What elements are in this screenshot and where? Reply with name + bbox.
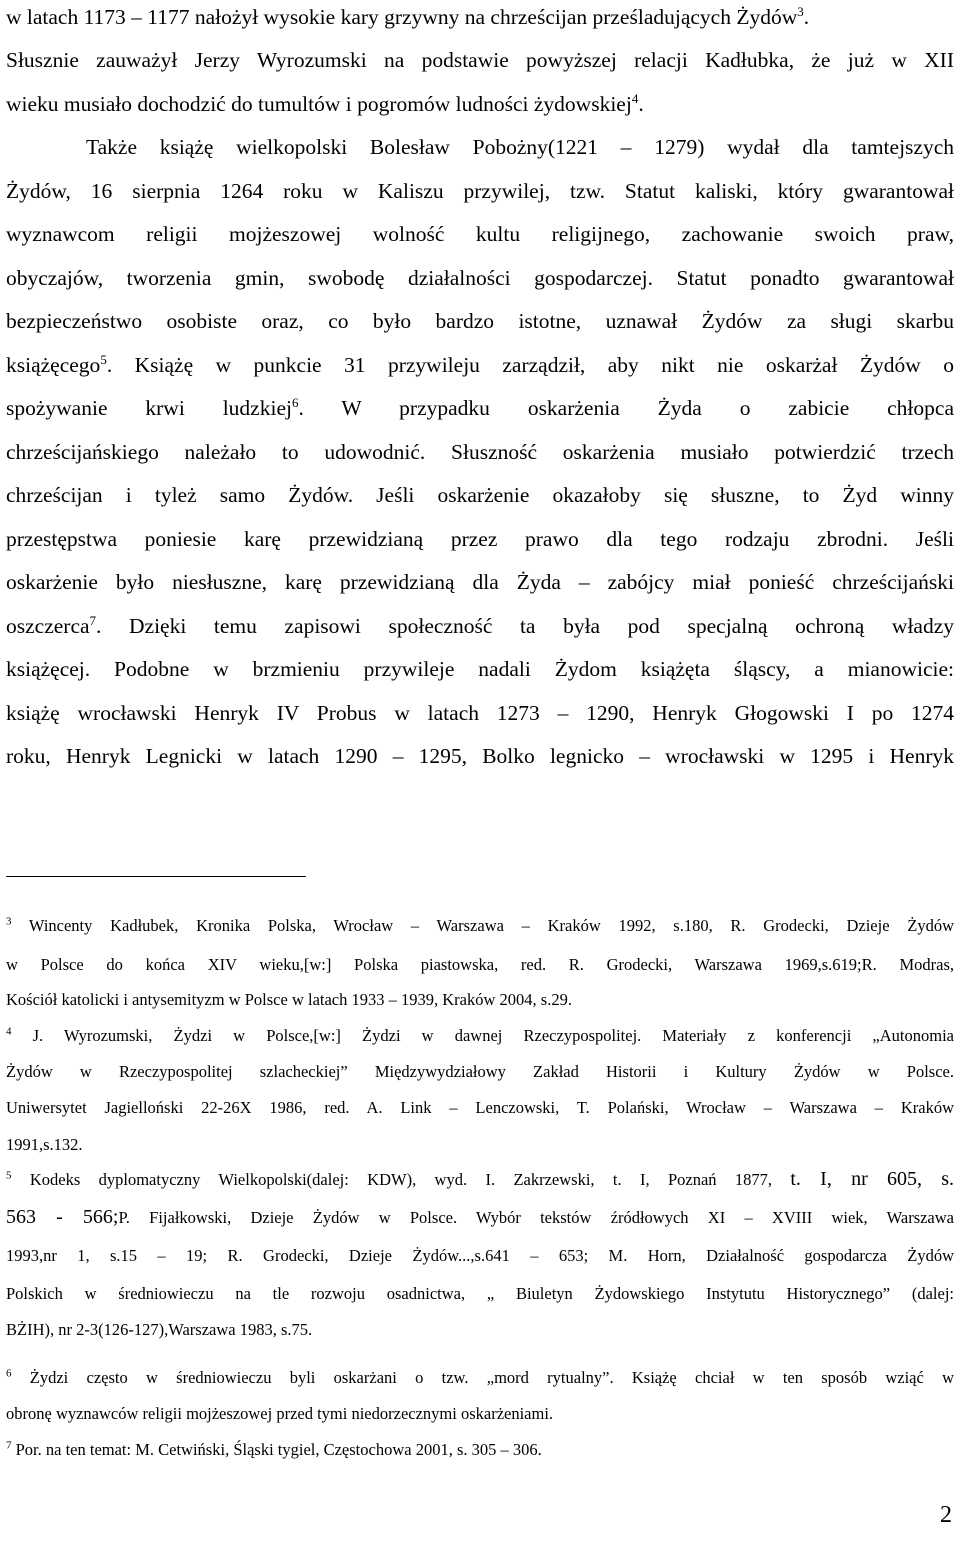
footnote-text: Kodeks dyplomatyczny Wielkopolski(dalej: KDW), wyd. I. Zakrzewski, t. I, Poznań 1877, [11, 1170, 791, 1189]
footnote-line [6, 1205, 954, 1230]
footnote-line [6, 1244, 954, 1268]
footnote-text: obronę wyznawców religii mojżeszowej przed tymi niedorzecznymi oskarżeniami. [6, 1404, 554, 1423]
body-line [6, 89, 954, 119]
body-line-text: spożywanie krwi ludzkiej [6, 396, 292, 420]
footnote-line [6, 1167, 954, 1192]
body-line [6, 437, 954, 467]
footnote-text: Polskich w średniowieczu na tle rozwoju osadnictwa, „ Biuletyn Żydowskiego Instytutu Historycznego” (dalej: [6, 1284, 954, 1303]
body-line-text: oszczerca [6, 614, 90, 638]
footnote-number: 6 [6, 1367, 12, 1380]
body-line-text: . [803, 5, 810, 29]
body-line [6, 176, 954, 206]
footnote-text: Wincenty Kadłubek, Kronika Polska, Wrocław – Warszawa – Kraków 1992, s.180, R. Grodecki, Dzieje Żydów [11, 916, 954, 935]
body-line [86, 132, 954, 162]
footnote-line [6, 953, 954, 977]
body-line-text: roku, Henryk Legnicki w latach 1290 – 1295, Bolko legnicko – wrocławski w 1295 i Henryk [6, 744, 954, 768]
body-line-text: . [638, 92, 644, 116]
body-line-text: książęcej. Podobne w brzmieniu przywileje nadali Żydom książęta śląscy, a mianowicie: [6, 657, 954, 681]
body-line-text: chrześcijan i tyleż samo Żydów. Jeśli oskarżenie okazałoby się słuszne, to Żyd winny [6, 483, 954, 507]
body-line-text: wieku musiało dochodzić do tumultów i pogromów ludności żydowskiej [6, 92, 632, 116]
footnote-line [6, 1318, 954, 1342]
footnote-reference[interactable]: 7 [89, 612, 97, 628]
footnote-number: 4 [6, 1025, 12, 1038]
body-line-text: bezpieczeństwo osobiste oraz, co było bardzo istotne, uznawał Żydów za sługi skarbu [6, 309, 954, 333]
body-line-text: Słusznie zauważył Jerzy Wyrozumski na podstawie powyższej relacji Kadłubka, że już w XII [6, 48, 954, 72]
footnote-reference[interactable]: 6 [291, 394, 299, 410]
body-line [6, 524, 954, 554]
footnote-line [6, 1060, 954, 1084]
body-line [6, 654, 954, 684]
body-line-text: wyznawcom religii mojżeszowej wolność kultu religijnego, zachowanie swoich praw, [6, 222, 954, 246]
footnote-line [6, 1438, 954, 1462]
body-line [6, 698, 954, 728]
body-line [6, 2, 954, 32]
footnote-text: 1993,nr 1, s.15 – 19; R. Grodecki, Dzieje Żydów...,s.641 – 653; M. Horn, Działalność gospodarcza Żydów [6, 1246, 954, 1265]
footnote-line [6, 1366, 954, 1390]
footnote-reference[interactable]: 4 [631, 90, 639, 106]
footnote-number: 5 [6, 1169, 12, 1182]
body-line-text: przestępstwa poniesie karę przewidzianą przez prawo dla tego rodzaju zbrodni. Jeśli [6, 527, 954, 551]
footnote-text: P. Fijałkowski, Dzieje Żydów w Polsce. Wybór tekstów źródłowych XI – XVIII wiek, Warszawa [118, 1208, 954, 1227]
body-line-text: obyczajów, tworzenia gmin, swobodę działalności gospodarczej. Statut ponadto gwarantował [6, 266, 954, 290]
body-line [6, 350, 954, 380]
footnote-line [6, 1133, 954, 1157]
body-line-text: chrześcijańskiego należało to udowodnić. Słuszność oskarżenia musiało potwierdzić trzech [6, 440, 954, 464]
body-line [6, 263, 954, 293]
body-line-text: . W przypadku oskarżenia Żyda o zabicie chłopca [298, 396, 954, 420]
footnote-reference[interactable]: 5 [100, 351, 107, 367]
footnote-separator [6, 876, 306, 877]
body-line [6, 741, 954, 771]
footnote-number: 7 [6, 1439, 12, 1452]
footnote-text: J. Wyrozumski, Żydzi w Polsce,[w:] Żydzi w dawnej Rzeczypospolitej. Materiały z konferencji „Autonomia [11, 1026, 954, 1045]
footnote-line [6, 1402, 954, 1426]
body-line [6, 480, 954, 510]
footnote-line [6, 1024, 954, 1048]
body-line-text: oskarżenie było niesłuszne, karę przewidzianą dla Żyda – zabójcy miał ponieść chrześcijański [6, 570, 954, 594]
footnote-line [6, 988, 954, 1012]
body-line-text: książę wrocławski Henryk IV Probus w latach 1273 – 1290, Henryk Głogowski I po 1274 [6, 701, 954, 725]
body-line-text: książęcego [6, 353, 101, 377]
footnote-number: 3 [6, 915, 12, 928]
body-line-text: . Dzięki temu zapisowi społeczność ta była pod specjalną ochroną władzy [96, 614, 954, 638]
body-line [6, 45, 954, 75]
footnote-line [6, 914, 954, 938]
body-line [6, 306, 954, 336]
footnote-text: t. I, nr 605, s. [790, 1168, 954, 1190]
footnote-text: Uniwersytet Jagielloński 22-26X 1986, red. A. Link – Lenczowski, T. Polański, Wrocław – Warszawa – Kraków [6, 1098, 954, 1117]
footnote-text: Por. na ten temat: M. Cetwiński, Śląski tygiel, Częstochowa 2001, s. 305 – 306. [11, 1440, 542, 1459]
footnote-line [6, 1282, 954, 1306]
footnote-text: 1991,s.132. [6, 1135, 83, 1154]
footnote-text: w Polsce do końca XIV wieku,[w:] Polska piastowska, red. R. Grodecki, Warszawa 1969,s.619;R. Modras, [6, 955, 954, 974]
body-line [6, 567, 954, 597]
footnote-text: Kościół katolicki i antysemityzm w Polsce w latach 1933 – 1939, Kraków 2004, s.29. [6, 990, 572, 1009]
body-line [6, 611, 954, 641]
body-line-text: w latach 1173 – 1177 nałożył wysokie kary grzywny na chrześcijan prześladujących Żydów [6, 5, 798, 29]
body-line [6, 219, 954, 249]
page-number: 2 [940, 1502, 952, 1528]
footnote-text: 563 - 566; [6, 1206, 119, 1228]
footnote-text: BŻIH), nr 2-3(126-127),Warszawa 1983, s.75. [6, 1320, 313, 1339]
body-line-text: . Książę w punkcie 31 przywileju zarządził, aby nikt nie oskarżał Żydów o [106, 353, 954, 377]
footnote-reference[interactable]: 3 [797, 3, 804, 19]
body-line-text: Żydów, 16 sierpnia 1264 roku w Kaliszu przywilej, tzw. Statut kaliski, który gwarantował [6, 179, 954, 203]
body-line-text: Także książę wielkopolski Bolesław Pobożny(1221 – 1279) wydał dla tamtejszych [86, 135, 954, 159]
body-line [6, 393, 954, 423]
footnote-text: Żydów w Rzeczypospolitej szlacheckiej” Międzywydziałowy Zakład Historii i Kultury Żydów w Polsce. [6, 1062, 954, 1081]
footnote-text: Żydzi często w średniowieczu byli oskarżani o tzw. „mord rytualny”. Książę chciał w ten sposób wziąć w [11, 1368, 954, 1387]
footnote-line [6, 1096, 954, 1120]
